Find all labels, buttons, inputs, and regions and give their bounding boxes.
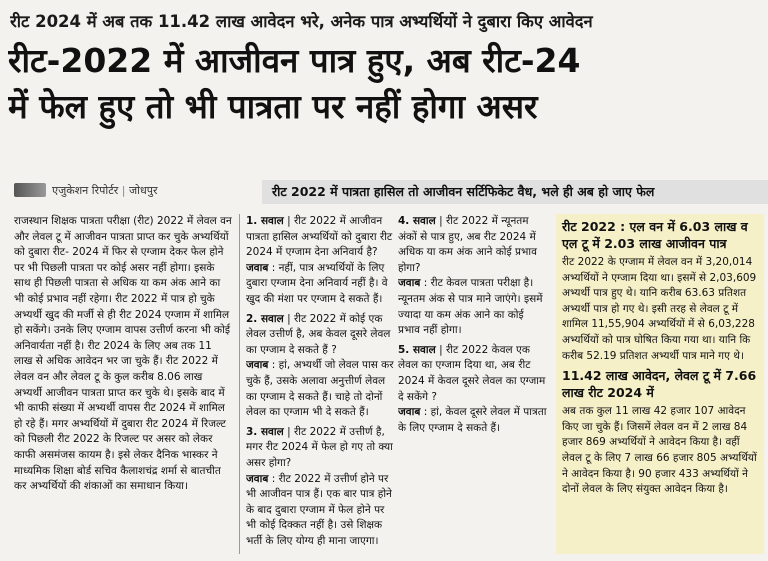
- headline-line-2: में फेल हुए तो भी पात्रता पर नहीं होगा असर: [8, 87, 538, 126]
- answer-text: : हां, केवल दूसरे लेवल में पात्रता के लिए एग्जाम दे सकते हैं।: [398, 406, 547, 434]
- answer-label: जवाब: [246, 261, 269, 274]
- headline: [8, 38, 760, 130]
- qa-item: [398, 343, 548, 437]
- answer-text: : रीट 2022 में उत्तीर्ण होने पर भी आजीवन पात्र हैं। एक बार पात्र होने के बाद दुबारा एग्जाम में फेल होने पर भी कोई दिक्कत नहीं है। उसे शिक्षक भर्ती के लिए योग्य ही माना जाएगा।: [246, 472, 392, 547]
- reporter-logo-icon: [14, 183, 46, 197]
- answer-label: जवाब: [398, 406, 421, 419]
- answer-text: : रीट केवल पात्रता परीक्षा है। न्यूनतम अंक से पात्र माने जाएंगे। इसमें ज्यादा या कम अंक आने का कोई प्रभाव नहीं होगा।: [398, 277, 543, 337]
- question-text: | रीट 2022 में कोई एक लेवल उत्तीर्ण है, अब केवल दूसरे लेवल का एग्जाम दे सकते हैं ?: [246, 312, 391, 356]
- question-text: | रीट 2022 में न्यूनतम अंकों से पात्र हुए, अब रीट 2024 में अधिक या कम अंक आने कोई प्रभाव होगा?: [398, 215, 537, 274]
- stats-box-heading-2: 11.42 लाख आवेदन, लेवल टू में 7.66 लाख रीट 2024 में: [562, 368, 757, 401]
- answer-label: जवाब: [246, 359, 269, 372]
- question-number: 1. सवाल: [246, 215, 284, 227]
- question-number: 4. सवाल: [398, 215, 436, 227]
- answer-label: जवाब: [246, 472, 269, 485]
- stats-box: [556, 214, 764, 554]
- qa-item: [398, 214, 548, 339]
- qa-item: [246, 312, 394, 421]
- qa-item: [246, 214, 394, 308]
- kicker-line: रीट 2024 में अब तक 11.42 लाख आवेदन भरे, अनेक पात्र अभ्यर्थियों ने दुबारा किए आवेदन: [10, 12, 593, 31]
- stats-box-text-1: रीट 2022 के एग्जाम में लेवल वन में 3,20,014 अभ्यर्थियों ने एग्जाम दिया था। इसमें से 2,03,609 अभ्यर्थी पात्र हुए थे। यानि करीब 63.63 प्रतिशत अभ्यर्थी पात्र हो गए थे। इसी तरह से लेवल टू में शामिल 11,55,904 अभ्यर्थियों में से 6,03,228 अभ्यर्थियों को पात्र घोषित किया गया था। यानि कि करीब 52.19 प्रतिशत अभ्यर्थी पात्र माने गए थे।: [562, 256, 757, 362]
- answer-label: जवाब: [398, 277, 421, 290]
- byline-reporter: एजुकेशन रिपोर्टर: [52, 184, 119, 197]
- answer-text: : नहीं, पात्र अभ्यर्थियों के लिए दुबारा एग्जाम देना अनिवार्य नहीं है। वे खुद की मंशा पर एग्जाम दे सकते हैं।: [246, 261, 388, 305]
- byline-separator: |: [121, 184, 126, 197]
- byline-place: जोधपुर: [128, 184, 158, 197]
- subheadline-bar: रीट 2022 में पात्रता हासिल तो आजीवन सर्टिफिकेट वैध, भले ही अब हो जाए फेल: [262, 180, 768, 204]
- intro-column: राजस्थान शिक्षक पात्रता परीक्षा (रीट) 2022 में लेवल वन और लेवल टू में आजीवन पात्रता प्राप्त कर चुके अभ्यर्थियों को दुबारा रीट- 2024 में फिर से एग्जाम देकर फेल होने पर भी पिछली पात्रता पर कोई असर नहीं होगा। इसके साथ ही पिछली पात्रता से अधिक या कम अंक आने का भी कोई प्रभाव नहीं रहेगा। रीट 2022 में पात्र हो चुके अभ्यर्थी खुद की मर्जी से ही रीट 2024 एग्जाम में शामिल हो सकेंगे। उनके लिए एग्जाम वापस उत्तीर्ण करना भी कोई अनिवार्यता नहीं है। रीट 2024 के लिए अब तक 11 लाख से अधिक आवेदन भर जा चुके हैं। रीट 2022 में लेवल वन और लेवल टू के कुल करीब 8.06 लाख अभ्यर्थी आजीवन पात्रता प्राप्त कर चुके थे। इसके बाद में भी काफी संख्या में अभ्यर्थी वापस रीट 2024 में शामिल हो रहे हैं। मगर अभ्यर्थियों में दुबारा रीट 2024 में रिजल्ट को पिछली रीट 2022 के रिजल्ट पर असर को लेकर काफी असमंजस कायम है। इसे लेकर दैनिक भास्कर ने माध्यमिक शिक्षा बोर्ड सचिव कैलाशचंद्र शर्मा से बातचीत कर अभ्यर्थियों की शंकाओं का समाधान किया।: [14, 215, 232, 493]
- qa-item: [246, 425, 394, 550]
- qa-column-1: [246, 214, 394, 554]
- question-number: 2. सवाल: [246, 312, 284, 325]
- byline: [52, 182, 252, 200]
- headline-line-1: रीट-2022 में आजीवन पात्र हुए, अब रीट-24: [8, 41, 581, 80]
- stats-box-text-2: अब तक कुल 11 लाख 42 हजार 107 आवेदन किए जा चुके हैं। जिसमें लेवल वन में 2 लाख 84 हजार 869 अभ्यर्थियों ने आवेदन किया है। वहीं लेवल टू के लिए 7 लाख 66 हजार 805 अभ्यर्थियों ने आवेदन किया है। 90 हजार 433 अभ्यर्थियों ने दोनों लेवल के लिए संयुक्त आवेदन किया है।: [562, 405, 757, 496]
- column-divider: [239, 214, 240, 554]
- stats-box-heading-1: रीट 2022 : एल वन में 6.03 लाख व एल टू में 2.03 लाख आजीवन पात्र: [562, 219, 748, 251]
- question-number: 5. सवाल: [398, 343, 436, 356]
- question-text: | रीट 2022 में आजीवन पात्रता हासिल अभ्यर्थियों को दुबारा रीट 2024 में एग्जाम देना अनिवार्य है?: [246, 215, 393, 259]
- question-text: | रीट 2022 में उत्तीर्ण है, मगर रीट 2024 में फेल हो गए तो क्या असर होगा?: [246, 425, 393, 469]
- answer-text: : हां, अभ्यर्थी जो लेवल पास कर चुके हैं, उसके अलावा अनुत्तीर्ण लेवल का एग्जाम दे सकते हैं। चाहे तो दोनों लेवल का एग्जाम भी दे सकते हैं।: [246, 359, 394, 419]
- question-text: | रीट 2022 केवल एक लेवल का एग्जाम दिया था, अब रीट 2024 में केवल दूसरे लेवल का एग्जाम दे सकेंगे ?: [398, 343, 546, 403]
- qa-column-2: [398, 214, 548, 554]
- question-number: 3. सवाल: [246, 425, 284, 438]
